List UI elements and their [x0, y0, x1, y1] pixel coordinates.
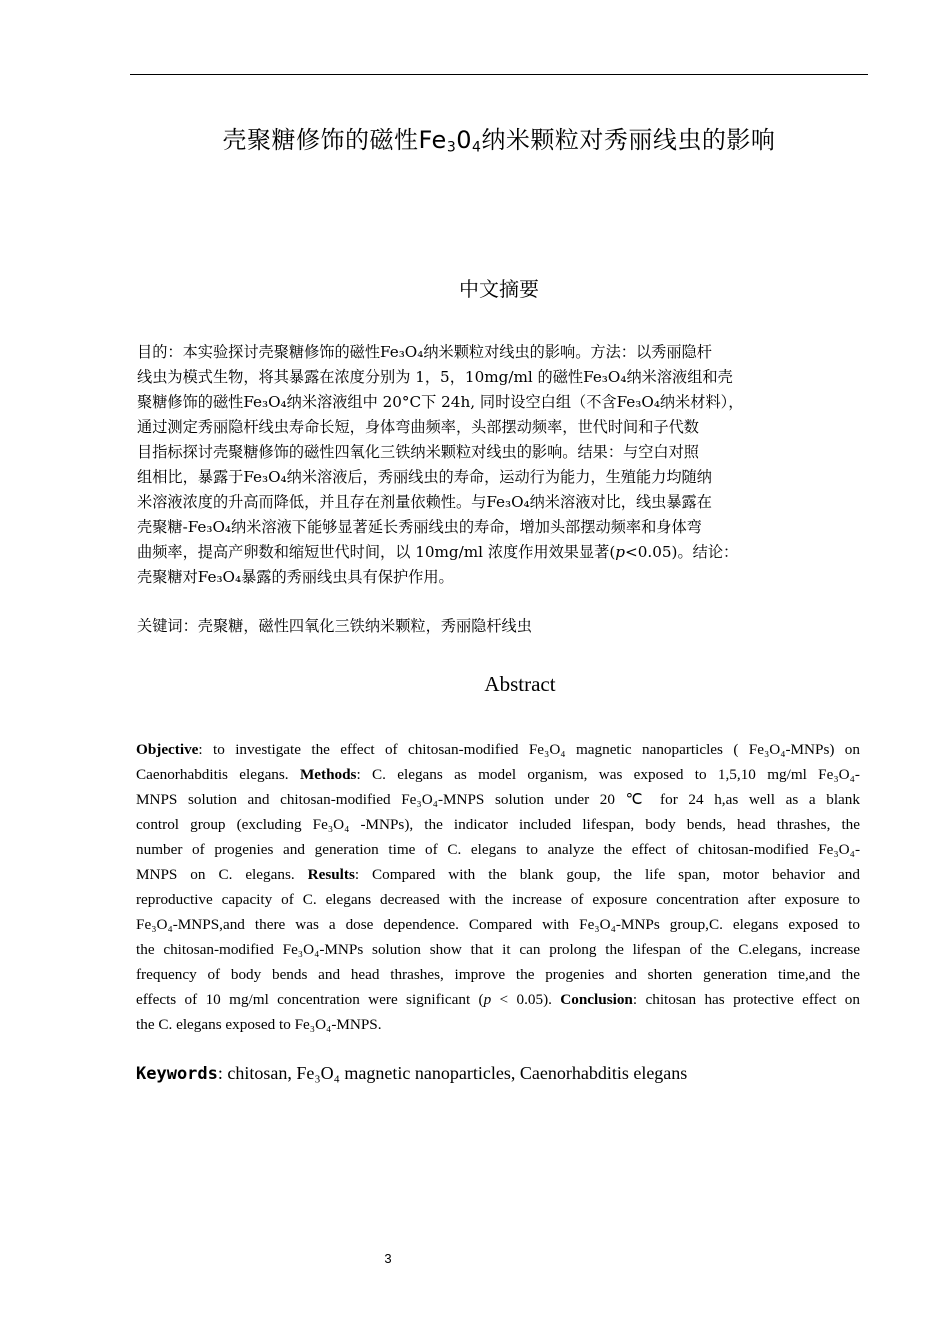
- title-subscript-3: 3: [446, 139, 457, 156]
- page-number: 3: [384, 1251, 392, 1266]
- chinese-abstract-line: 米溶液浓度的升高而降低，并且存在剂量依赖性。与Fe₃O₄纳米溶液对比，线虫暴露在: [137, 493, 712, 511]
- chinese-keywords-text: 壳聚糖，磁性四氧化三铁纳米颗粒，秀丽隐杆线虫: [197, 617, 532, 635]
- english-abstract-line: Caenorhabditis elegans. Methods: C. elegans as model organism, was exposed to 1,5,10 mg/ml Fe₃O₄-: [136, 766, 860, 783]
- chinese-abstract-line: 壳聚糖-Fe₃O₄纳米溶液下能够显著延长秀丽线虫的寿命，增加头部摆动频率和身体弯: [137, 518, 702, 536]
- english-abstract-line: the C. elegans exposed to Fe₃O₄-MNPS.: [136, 1016, 382, 1033]
- chinese-abstract-line: 目的：本实验探讨壳聚糖修饰的磁性Fe₃O₄纳米颗粒对线虫的影响。方法：以秀丽隐杆: [137, 343, 712, 361]
- english-abstract-line: Objective: to investigate the effect of chitosan-modified Fe₃O₄ magnetic nanoparticles ( Fe₃O₄-MNPs) on: [136, 741, 860, 758]
- chinese-abstract-line: 组相比，暴露于Fe₃O₄纳米溶液后，秀丽线虫的寿命，运动行为能力，生殖能力均随纳: [137, 468, 712, 486]
- header-rule: [130, 74, 868, 75]
- chinese-abstract-line: 通过测定秀丽隐杆线虫寿命长短，身体弯曲频率，头部摆动频率，世代时间和子代数: [137, 418, 699, 436]
- title-subscript-4: 4: [472, 139, 482, 156]
- page-title: [100, 120, 898, 155]
- english-keywords: [136, 1061, 864, 1086]
- english-abstract-body: [136, 737, 860, 1037]
- english-abstract-line: MNPS on C. elegans. Results: Compared with the blank goup, the life span, motor behavior and: [136, 866, 860, 883]
- chinese-abstract-heading: 中文摘要: [459, 277, 539, 301]
- english-abstract-heading: Abstract: [484, 672, 556, 696]
- title-prefix: 壳聚糖修饰的磁性Fe: [222, 126, 447, 154]
- chinese-abstract-line: 壳聚糖对Fe₃O₄暴露的秀丽线虫具有保护作用。: [137, 568, 454, 586]
- english-abstract-line: Fe₃O₄-MNPS,and there was a dose dependence. Compared with Fe₃O₄-MNPs group,C. elegans exposed to: [136, 916, 860, 933]
- chinese-abstract-line: 曲频率，提高产卵数和缩短世代时间，以 10mg/ml 浓度作用效果显著(p<0.05)。结论：: [137, 543, 739, 561]
- english-abstract-line: reproductive capacity of C. elegans decreased with the increase of exposure concentration after exposure to: [136, 891, 860, 908]
- english-abstract-line: number of progenies and generation time of C. elegans to analyze the effect of chitosan-modified Fe₃O₄-: [136, 841, 860, 858]
- title-o: 0: [456, 126, 473, 154]
- english-abstract-line: MNPS solution and chitosan-modified Fe₃O₄-MNPS solution under 20 ℃ for 24 h,as well as a blank: [136, 791, 860, 808]
- english-abstract-line: frequency of body bends and head thrashes, improve the progenies and shorten generation time,and the: [136, 966, 860, 983]
- chinese-keywords-label: 关键词：: [137, 617, 198, 635]
- chinese-abstract-line: 目指标探讨壳聚糖修饰的磁性四氧化三铁纳米颗粒对线虫的影响。结果：与空白对照: [137, 443, 699, 461]
- english-keywords-label: Keywords: [136, 1064, 218, 1084]
- chinese-abstract-body: [137, 340, 865, 590]
- chinese-abstract-line: 线虫为模式生物，将其暴露在浓度分别为 1，5，10mg/ml 的磁性Fe₃O₄纳米溶液组和壳: [137, 368, 733, 386]
- english-abstract-line: effects of 10 mg/ml concentration were significant (p < 0.05). Conclusion: chitosan has protective effect on: [136, 991, 860, 1008]
- english-abstract-line: the chitosan-modified Fe₃O₄-MNPs solution show that it can prolong the lifespan of the C.elegans, increase: [136, 941, 860, 958]
- chinese-abstract-line: 聚糖修饰的磁性Fe₃O₄纳米溶液组中 20°C下 24h, 同时设空白组（不含Fe₃O₄纳米材料），: [137, 393, 744, 411]
- english-keywords-text: : chitosan, Fe₃O₄ magnetic nanoparticles, Caenorhabditis elegans: [217, 1063, 688, 1083]
- chinese-keywords: [137, 614, 865, 639]
- english-abstract-line: control group (excluding Fe₃O₄ -MNPs), the indicator included lifespan, body bends, head thrashes, the: [136, 816, 860, 833]
- title-suffix: 纳米颗粒对秀丽线虫的影响: [481, 126, 776, 154]
